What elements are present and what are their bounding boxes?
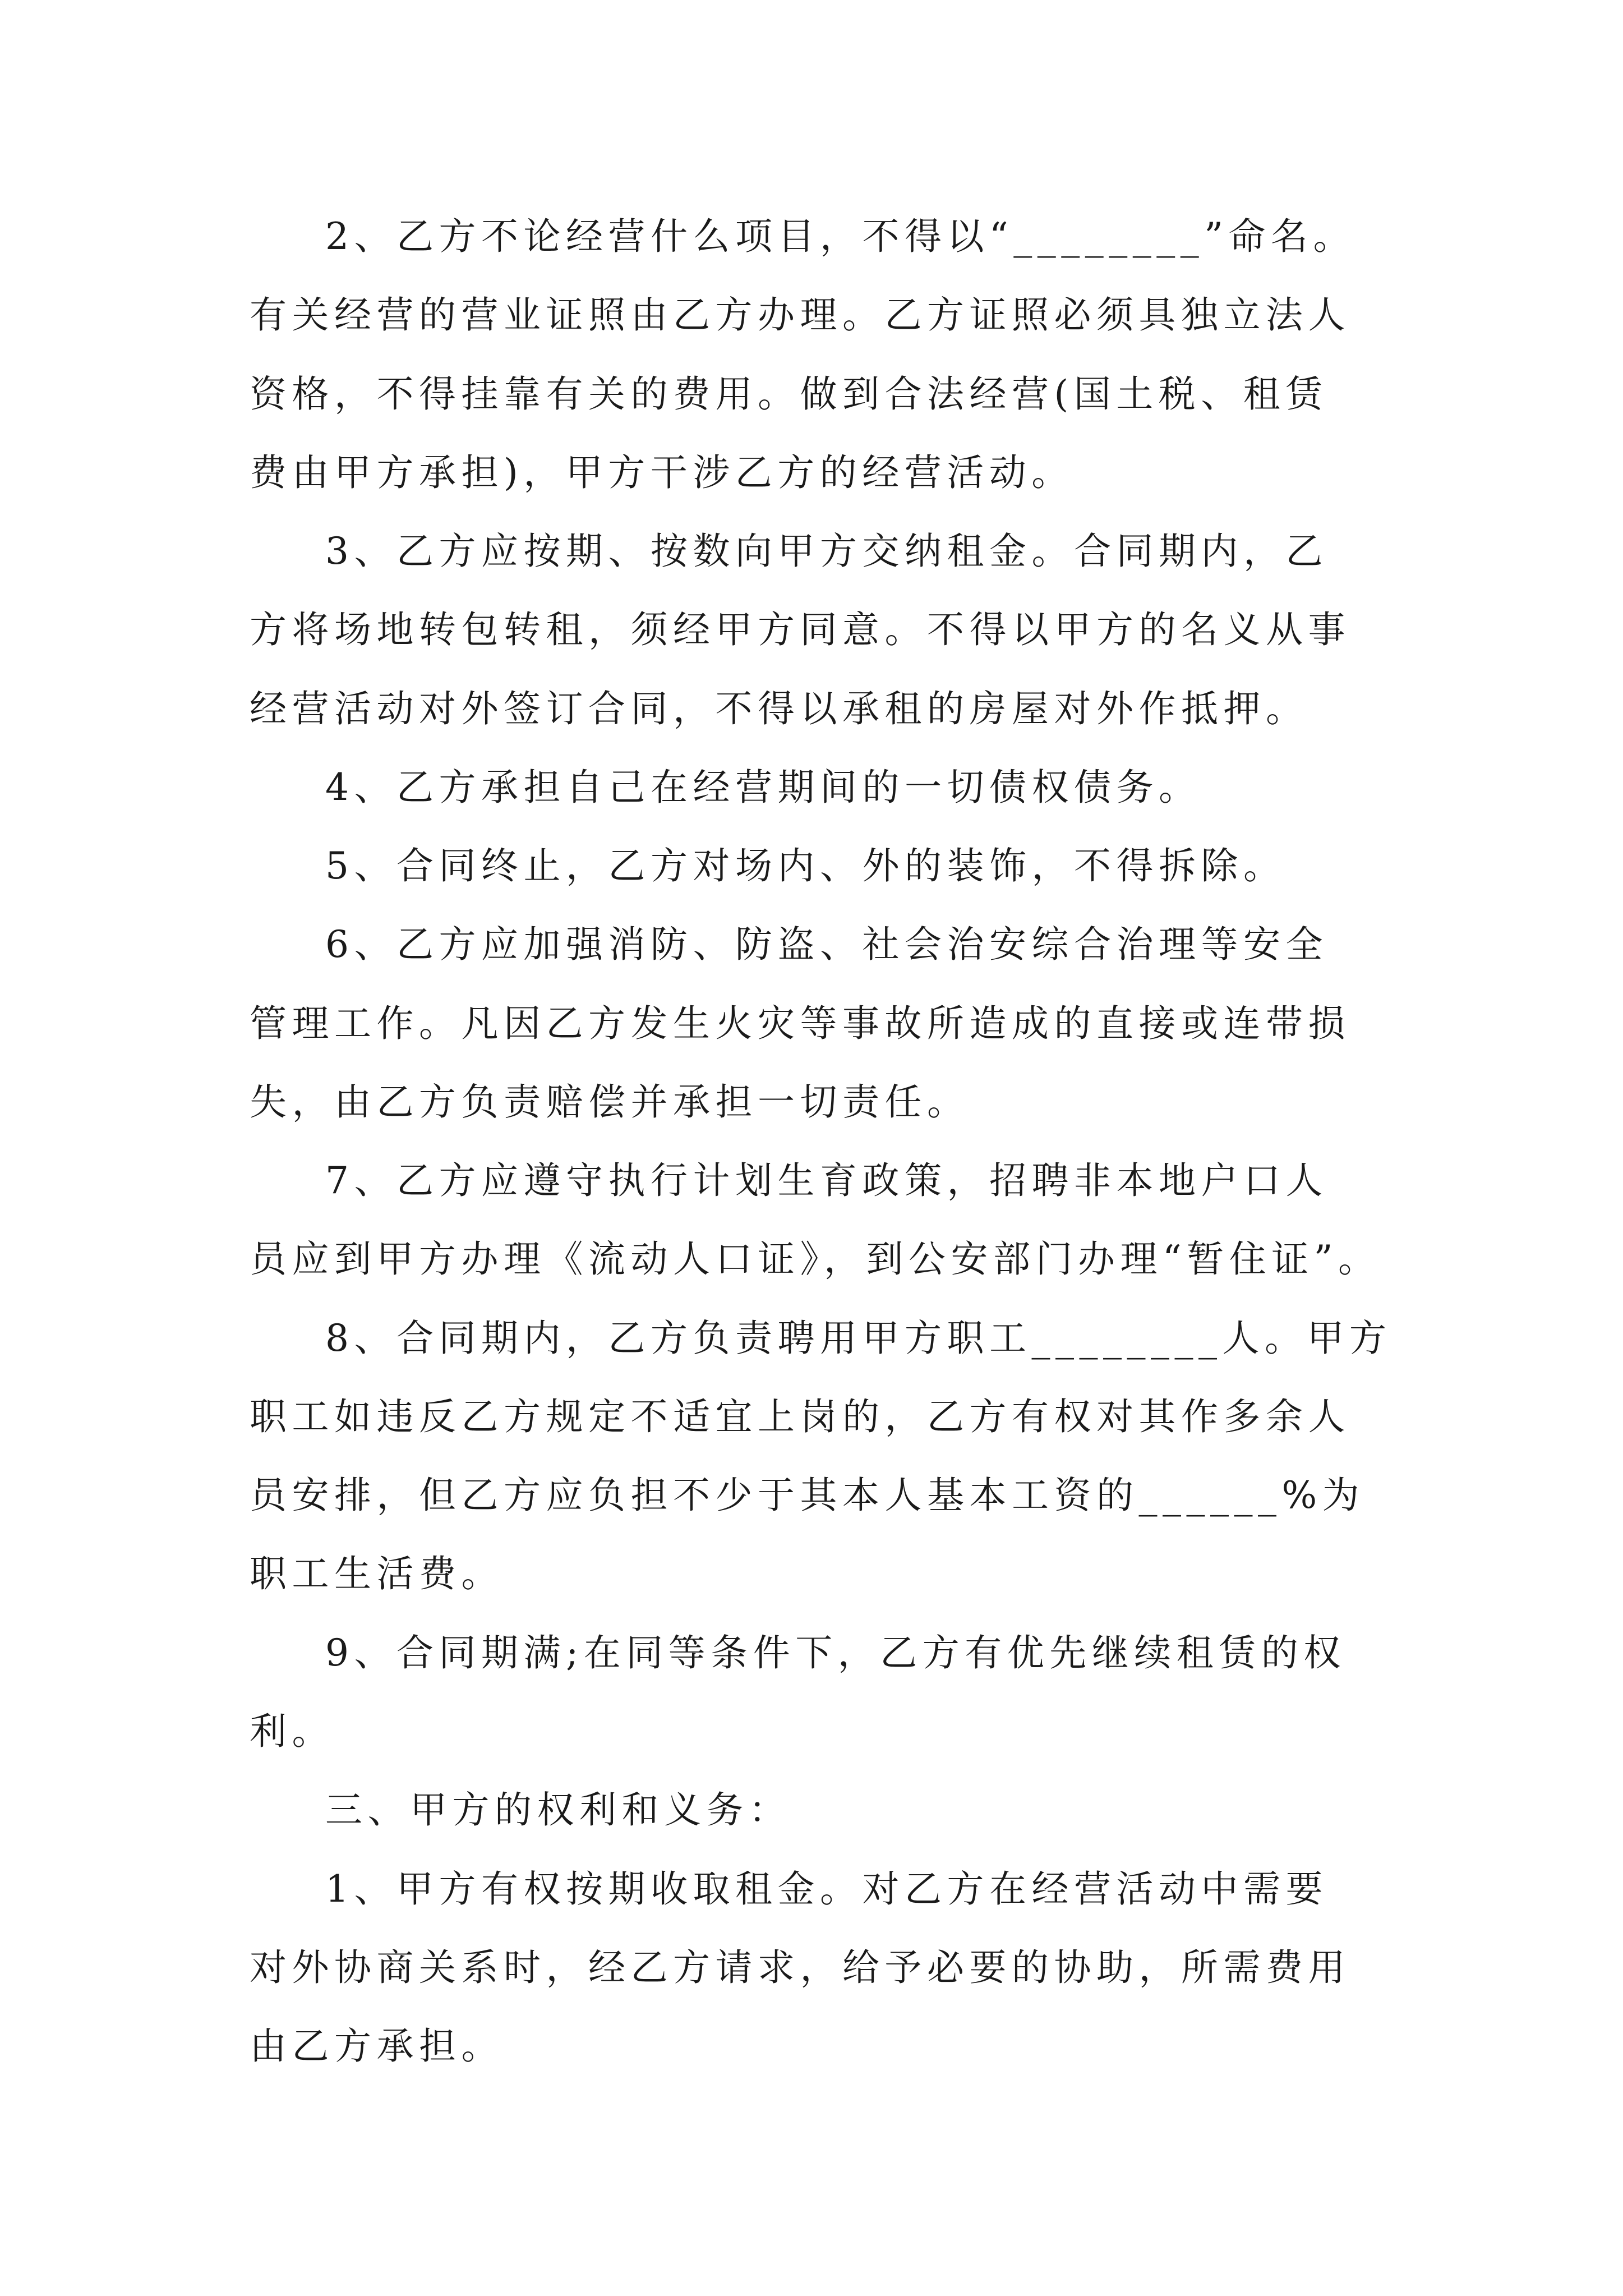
text-line: 1、甲方有权按期收取租金。对乙方在经营活动中需要: [325, 1867, 1328, 1911]
text-line: 利。: [250, 1710, 334, 1753]
text-line: 2、乙方不论经营什么项目，不得以“________”命名。: [325, 215, 1355, 258]
text-line: 由乙方承担。: [250, 2024, 504, 2068]
text-line: 5、合同终止，乙方对场内、外的装饰，不得拆除。: [325, 844, 1286, 887]
text-line: 员应到甲方办理《流动人口证》，到公安部门办理“暂住证”。: [250, 1237, 1381, 1281]
text-line: 8、合同期内，乙方负责聘用甲方职工________人。甲方: [325, 1317, 1392, 1360]
text-line: 方将场地转包转租，须经甲方同意。不得以甲方的名义从事: [250, 608, 1350, 651]
text-line: 管理工作。凡因乙方发生火灾等事故所造成的直接或连带损: [250, 1002, 1350, 1045]
text-line: 6、乙方应加强消防、防盗、社会治安综合治理等安全: [325, 923, 1328, 966]
section-heading: 三、甲方的权利和义务：: [325, 1788, 791, 1832]
text-line: 9、合同期满;在同等条件下，乙方有优先继续租赁的权: [325, 1631, 1346, 1674]
text-line: 员安排，但乙方应负担不少于其本人基本工资的______%为: [250, 1474, 1365, 1517]
text-line: 4、乙方承担自己在经营期间的一切债权债务。: [325, 766, 1201, 809]
text-line: 职工生活费。: [250, 1552, 504, 1595]
text-line: 费由甲方承担)，甲方干涉乙方的经营活动。: [250, 451, 1074, 494]
text-line: 职工如违反乙方规定不适宜上岗的，乙方有权对其作多余人: [250, 1395, 1350, 1438]
text-line: 失，由乙方负责赔偿并承担一切责任。: [250, 1080, 970, 1124]
text-line: 有关经营的营业证照由乙方办理。乙方证照必须具独立法人: [250, 293, 1350, 337]
text-line: 7、乙方应遵守执行计划生育政策，招聘非本地户口人: [325, 1159, 1328, 1202]
text-line: 经营活动对外签订合同，不得以承租的房屋对外作抵押。: [250, 687, 1308, 730]
text-line: 3、乙方应按期、按数向甲方交纳租金。合同期内，乙: [325, 530, 1328, 573]
text-line: 资格，不得挂靠有关的费用。做到合法经营(国土税、租赁: [250, 372, 1328, 416]
text-line: 对外协商关系时，经乙方请求，给予必要的协助，所需费用: [250, 1946, 1350, 1989]
